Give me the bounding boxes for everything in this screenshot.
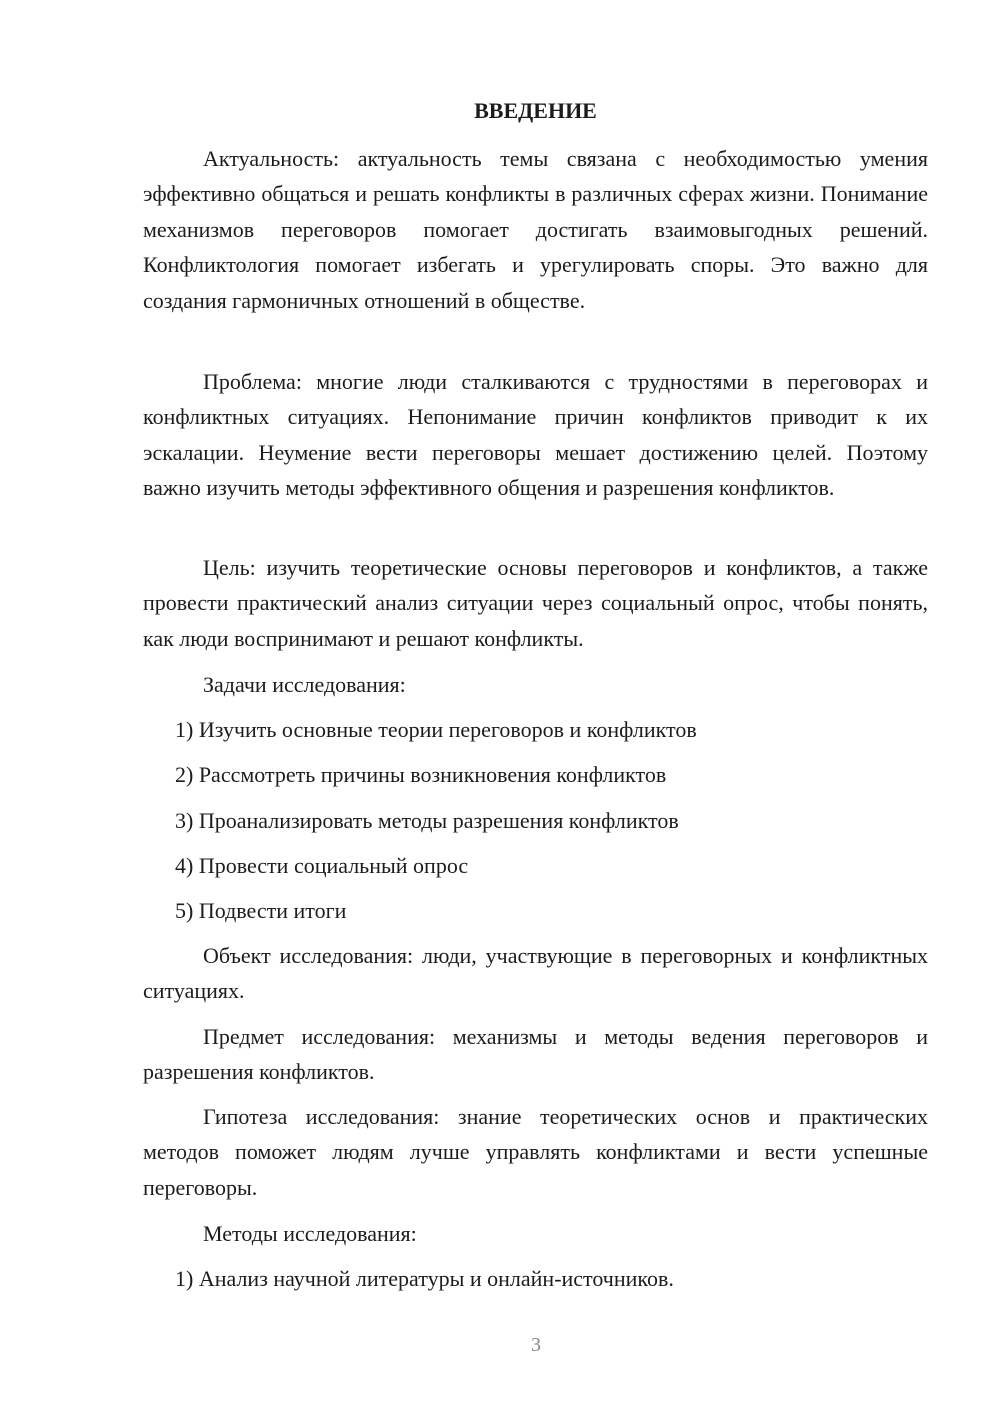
method-item-1: 1) Анализ научной литературы и онлайн-источников.	[175, 1266, 674, 1291]
task-item-3: 3) Проанализировать методы разрешения конфликтов	[175, 808, 679, 833]
paragraph-object: Объект исследования: люди, участвующие в переговорных и конфликтных ситуациях.	[143, 943, 928, 1004]
paragraph-subject: Предмет исследования: механизмы и методы ведения переговоров и разрешения конфликтов.	[143, 1024, 928, 1085]
section-heading: ВВЕДЕНИЕ	[474, 98, 597, 123]
paragraph-relevance: Актуальность: актуальность темы связана с необходимостью умения эффективно общаться и решать конфликты в различных сферах жизни. Понимание механизмов переговоров помогает достигать взаимовыгодных решений. Конфликтология помогает избегать и урегулировать споры. Это важно для создания гармоничных отношений в обществе.	[143, 146, 928, 313]
task-item-1: 1) Изучить основные теории переговоров и конфликтов	[175, 717, 697, 742]
tasks-title: Задачи исследования:	[203, 672, 406, 697]
paragraph-hypothesis: Гипотеза исследования: знание теоретических основ и практических методов поможет людям лучше управлять конфликтами и вести успешные переговоры.	[143, 1104, 928, 1200]
task-item-5: 5) Подвести итоги	[175, 898, 347, 923]
task-item-4: 4) Провести социальный опрос	[175, 853, 469, 878]
methods-title: Методы исследования:	[203, 1221, 417, 1246]
paragraph-goal: Цель: изучить теоретические основы переговоров и конфликтов, а также провести практический анализ ситуации через социальный опрос, чтобы понять, как люди воспринимают и решают конфликты.	[143, 555, 928, 651]
task-item-2: 2) Рассмотреть причины возникновения конфликтов	[175, 762, 667, 787]
page-number: 3	[531, 1334, 541, 1356]
paragraph-problem: Проблема: многие люди сталкиваются с трудностями в переговорах и конфликтных ситуациях. Непонимание причин конфликтов приводит к их эскалации. Неумение вести переговоры мешает достижению целей. Поэтому важно изучить методы эффективного общения и разрешения конфликтов.	[143, 369, 928, 501]
